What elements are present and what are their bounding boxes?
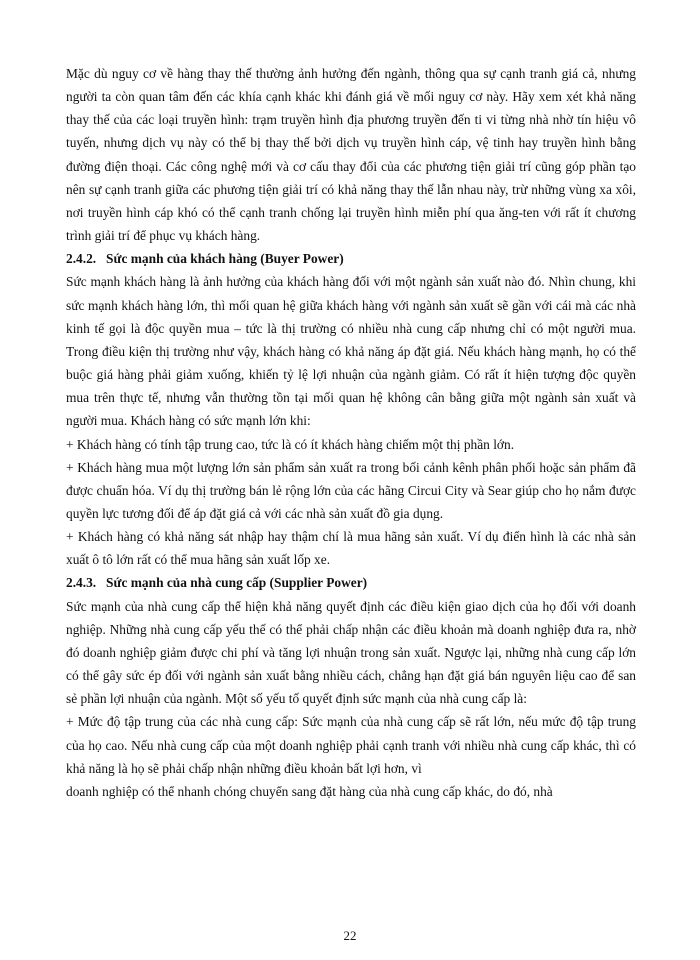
section-heading-supplier-power	[66, 571, 636, 594]
bullet-concentration: + Khách hàng có tính tập trung cao, tức là có ít khách hàng chiếm một thị phần lớn.	[66, 436, 515, 452]
page-number: 22	[343, 928, 357, 943]
bullet-integration: + Khách hàng có khả năng sát nhập hay thậm chí là mua hãng sản xuất. Ví dụ điển hình là các nhà sản xuất ô tô lớn rất có thể mua hãng sản xuất lốp xe.	[66, 529, 636, 568]
section-title: Sức mạnh của nhà cung cấp (Supplier Power)	[106, 575, 368, 591]
document-body	[66, 62, 636, 803]
section-title: Sức mạnh của khách hàng (Buyer Power)	[106, 251, 344, 267]
paragraph-continuation: doanh nghiệp có thể nhanh chóng chuyển sang đặt hàng của nhà cung cấp khác, do đó, nhà	[66, 783, 553, 799]
bullet-supplier-concentration: + Mức độ tập trung của các nhà cung cấp: Sức mạnh của nhà cung cấp sẽ rất lớn, nếu mức độ tập trung của họ cao. Nếu nhà cung cấp của một doanh nghiệp phải cạnh tranh với nhiều nhà cung cấp khác, thì có khả năng là họ sẽ phải chấp nhận những điều khoản bất lợi hơn, vì	[66, 714, 636, 776]
paragraph-substitutes: Mặc dù nguy cơ về hàng thay thế thường ảnh hưởng đến ngành, thông qua sự cạnh tranh giá cả, nhưng người ta còn quan tâm đến các khía cạnh khác khi đánh giá về mối nguy cơ này. Hãy xem xét khả năng thay thế của các loại truyền hình: trạm truyền hình địa phương truyền đến ti vi từng nhà nhờ tín hiệu vô tuyến, nhưng dịch vụ này có thể bị thay thế bởi dịch vụ truyền hình cáp, vệ tinh hay truyền hình bằng đường điện thoại. Các công nghệ mới và cơ cấu thay đổi của các phương tiện giải trí cũng góp phần tạo nên sự cạnh tranh giữa các phương tiện giải trí có khả năng thay thế lẫn nhau này, trừ những vùng xa xôi, nơi truyền hình cáp khó có thể cạnh tranh chống lại truyền hình miễn phí qua ăng-ten với rất ít chương trình giải trí để phục vụ khách hàng.	[66, 66, 636, 244]
paragraph-supplier-power: Sức mạnh của nhà cung cấp thể hiện khả năng quyết định các điều kiện giao dịch của họ đối với doanh nghiệp. Những nhà cung cấp yếu thế có thể phải chấp nhận các điều khoản mà doanh nghiệp đưa ra, nhờ đó doanh nghiệp giảm được chi phí và tăng lợi nhuận trong sản xuất. Ngược lại, những nhà cung cấp lớn có thể gây sức ép đối với ngành sản xuất bằng nhiều cách, chẳng hạn đặt giá bán nguyên liệu cao để san sẻ phần lợi nhuận của ngành. Một số yếu tố quyết định sức mạnh của nhà cung cấp là:	[66, 598, 636, 707]
section-heading-buyer-power	[66, 247, 636, 270]
section-number: 2.4.2.	[66, 251, 97, 267]
section-number: 2.4.3.	[66, 575, 97, 591]
paragraph-buyer-power: Sức mạnh khách hàng là ảnh hưởng của khách hàng đối với một ngành sản xuất nào đó. Nhìn chung, khi sức mạnh khách hàng lớn, thì mối quan hệ giữa khách hàng với ngành sản xuất sẽ gần với cái mà các nhà kinh tế gọi là độc quyền mua – tức là thị trường có nhiều nhà cung cấp nhưng chỉ có một người mua. Trong điều kiện thị trường như vậy, khách hàng có khả năng áp đặt giá. Nếu khách hàng mạnh, họ có thể buộc giá hàng phải giảm xuống, khiến tỷ lệ lợi nhuận của ngành giảm. Có rất ít hiện tượng độc quyền mua trên thực tế, nhưng vẫn thường tồn tại mối quan hệ không cân bằng giữa một ngành sản xuất và người mua. Khách hàng có sức mạnh lớn khi:	[66, 274, 636, 429]
bullet-large-volume: + Khách hàng mua một lượng lớn sản phẩm sản xuất ra trong bối cảnh kênh phân phối hoặc sản phẩm đã được chuẩn hóa. Ví dụ thị trường bán lẻ rộng lớn của các hãng Circui City và Sear giúp cho họ nắm được quyền lực tương đối để áp đặt giá cả với các nhà sản xuất đồ gia dụng.	[66, 459, 636, 521]
